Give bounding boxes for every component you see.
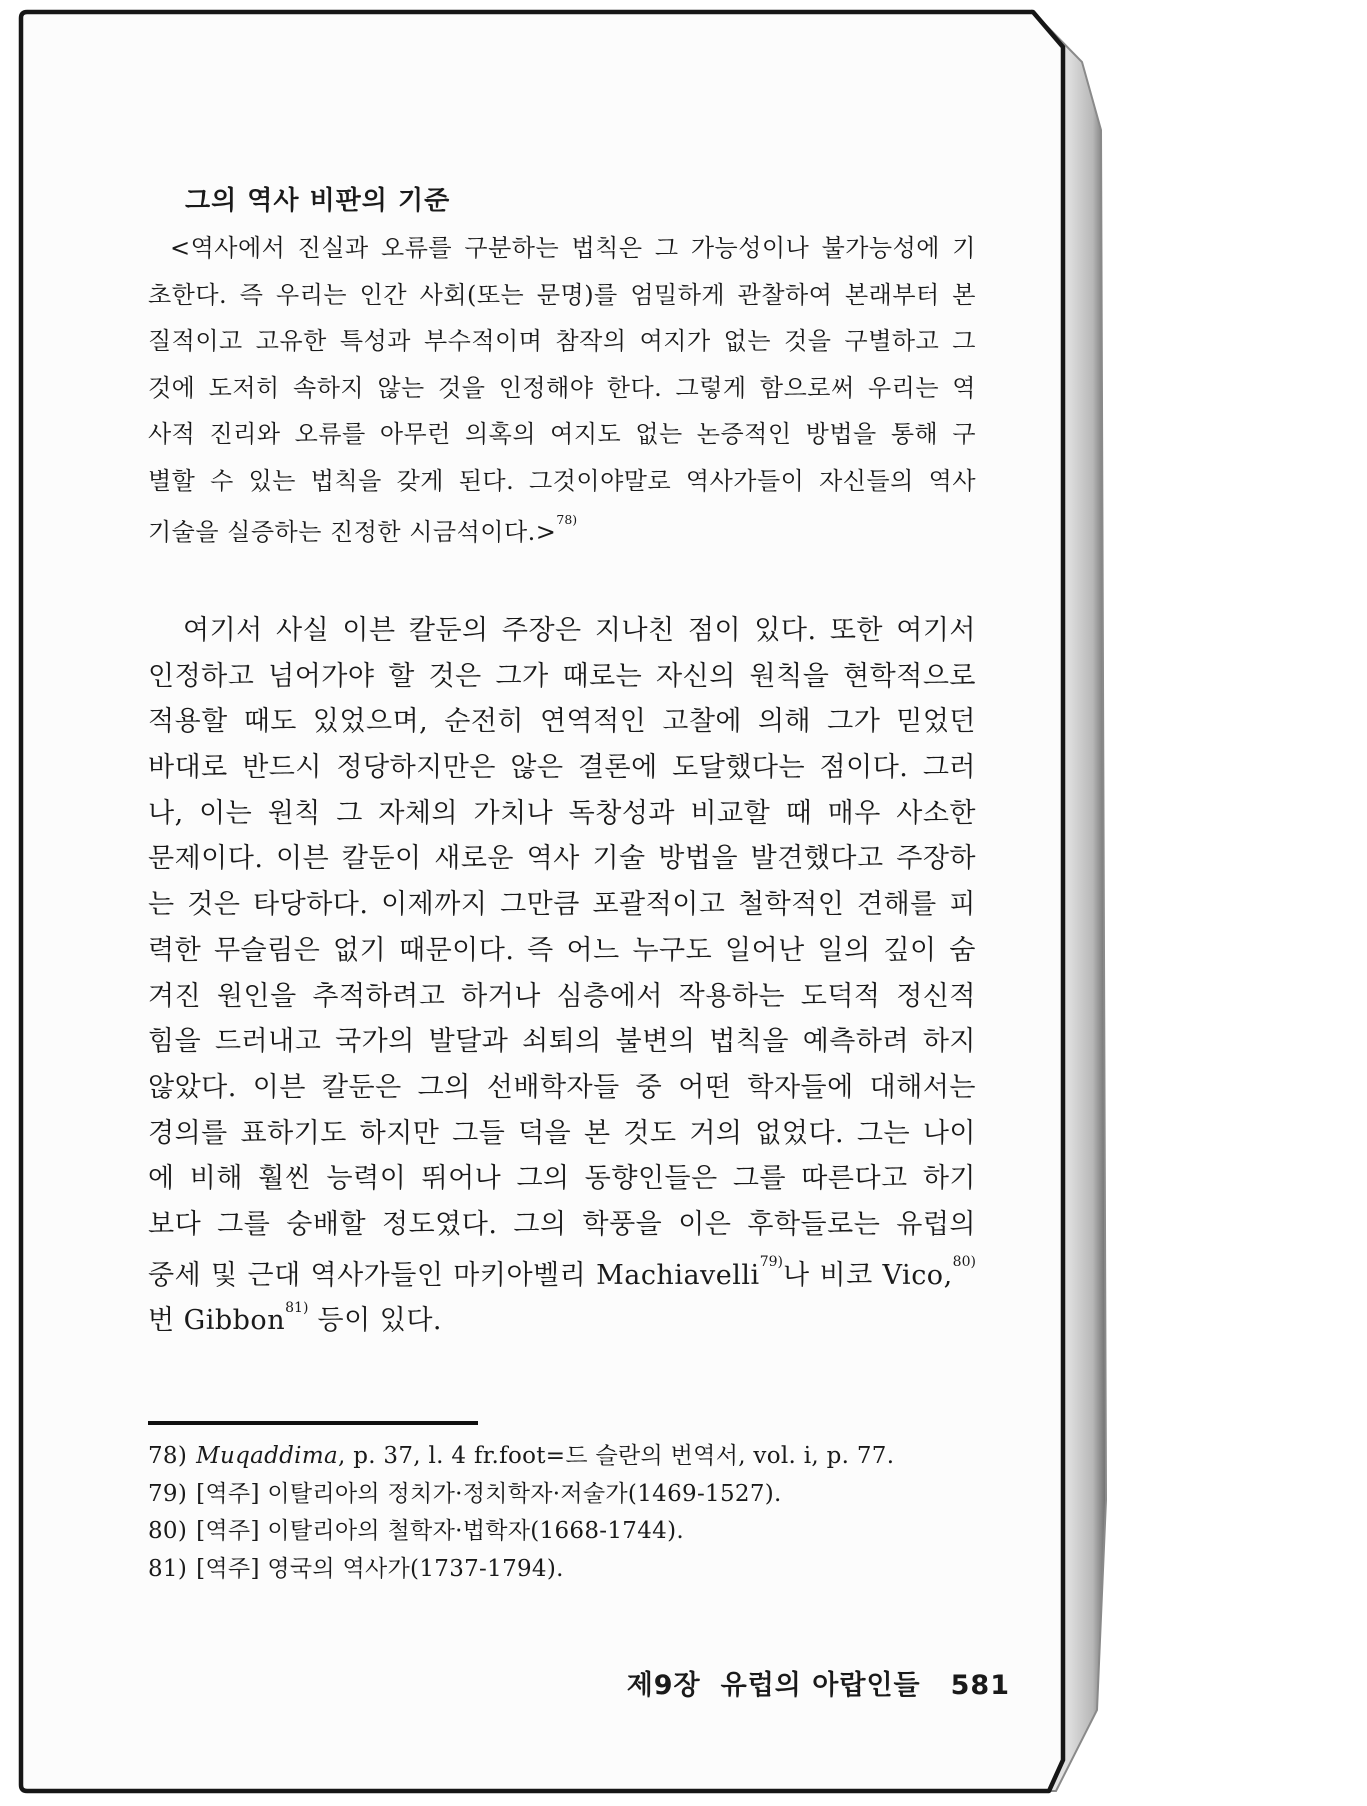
footnote-ref-78: 78)	[556, 512, 578, 528]
block-quote	[148, 225, 976, 551]
page-footer	[148, 1668, 1010, 1704]
footnotes	[148, 1438, 978, 1588]
footer-section-title: 유럽의 아랍인들	[720, 1670, 921, 1701]
body-line	[148, 1293, 976, 1339]
body-line: 문제이다. 이븐 칼둔이 새로운 역사 기술 방법을 발견했다고 주장하	[148, 843, 976, 875]
footnote-work-title: Muqaddima	[196, 1443, 338, 1469]
body-line: 적용할 때도 있었으며, 순전히 연역적인 고찰에 의해 그가 믿었던	[148, 706, 976, 738]
body-line-text: 등이 있다.	[308, 1305, 443, 1337]
quote-line: 초한다. 즉 우리는 인간 사회(또는 문명)를 엄밀하게 관찰하여 본래부터 본	[148, 280, 976, 309]
body-line-text: 번 Gibbon	[148, 1305, 286, 1337]
footnote-separator	[148, 1421, 478, 1425]
quote-line	[148, 504, 976, 551]
quote-line: 별할 수 있는 법칙을 갖게 된다. 그것이야말로 역사가들이 자신들의 역사	[148, 466, 976, 495]
footnote-ref-79: 79)	[759, 1253, 784, 1270]
quote-line: 사적 진리와 오류를 아무런 의혹의 여지도 없는 논증적인 방법을 통해 구	[148, 420, 976, 448]
footnote-number: 80)	[148, 1518, 188, 1545]
body-line: 력한 무슬림은 없기 때문이다. 즉 어느 누구도 일어난 일의 깊이 숨	[148, 934, 976, 966]
footnote-text: [역주] 이탈리아의 정치가·정치학자·저술가(1469-1527).	[196, 1480, 782, 1507]
body-line: 에 비해 훨씬 능력이 뛰어나 그의 동향인들은 그를 따른다고 하기	[148, 1163, 976, 1195]
footer-page-number: 581	[950, 1670, 1010, 1701]
footer-chapter-label: 제9장	[626, 1670, 701, 1701]
body-line: 인정하고 넘어가야 할 것은 그가 때로는 자신의 원칙을 현학적으로	[148, 660, 976, 692]
body-line: 힘을 드러내고 국가의 발달과 쇠퇴의 불변의 법칙을 예측하려 하지	[148, 1026, 976, 1058]
footnote-number: 78)	[148, 1443, 188, 1469]
footnote-number: 79)	[148, 1480, 188, 1507]
quote-line: <역사에서 진실과 오류를 구분하는 법칙은 그 가능성이나 불가능성에 기	[170, 234, 976, 262]
footnote-text: [역주] 영국의 역사가(1737-1794).	[196, 1555, 564, 1582]
footnote-text: , p. 37, l. 4 fr.foot=드 슬란의 번역서, vol. i, p. 77.	[337, 1443, 895, 1469]
footnote-number: 81)	[148, 1555, 188, 1582]
body-line	[148, 1248, 976, 1294]
footnote-ref-81: 81)	[285, 1299, 309, 1316]
footnote-text: [역주] 이탈리아의 철학자·법학자(1668-1744).	[196, 1518, 684, 1545]
body-line: 나, 이는 원칙 그 자체의 가치나 독창성과 비교할 때 매우 사소한	[148, 797, 976, 829]
footnote-item	[148, 1438, 978, 1476]
body-paragraph	[148, 608, 976, 1339]
body-line: 는 것은 타당하다. 이제까지 그만큼 포괄적이고 철학적인 견해를 피	[148, 889, 976, 921]
body-line: 보다 그를 숭배할 정도였다. 그의 학풍을 이은 후학들로는 유럽의	[148, 1208, 976, 1240]
footnote-item	[148, 1476, 978, 1514]
quote-line-text: 기술을 실증하는 진정한 시금석이다.>	[148, 518, 557, 546]
footnote-item	[148, 1513, 978, 1551]
body-line: 않았다. 이븐 칼둔은 그의 선배학자들 중 어떤 학자들에 대해서는	[148, 1071, 976, 1103]
quote-line: 것에 도저히 속하지 않는 것을 인정해야 한다. 그렇게 함으로써 우리는 역	[148, 373, 976, 402]
body-line: 바대로 반드시 정당하지만은 않은 결론에 도달했다는 점이다. 그러	[148, 752, 976, 784]
body-line-text: 나 비코 Vico,	[783, 1259, 953, 1291]
body-line-text: 중세 및 근대 역사가들인 마키아벨리 Machiavelli	[148, 1259, 760, 1291]
body-line: 겨진 원인을 추적하려고 하거나 심층에서 작용하는 도덕적 정신적	[148, 980, 976, 1012]
body-line: 경의를 표하기도 하지만 그들 덕을 본 것도 거의 없었다. 그는 나이	[148, 1117, 976, 1149]
section-heading: 그의 역사 비판의 기준	[185, 186, 451, 216]
footnote-ref-80: 80)	[952, 1253, 976, 1270]
footnote-item	[148, 1551, 978, 1589]
body-line: 여기서 사실 이븐 칼둔의 주장은 지나친 점이 있다. 또한 여기서	[183, 615, 976, 646]
quote-line: 질적이고 고유한 특성과 부수적이며 참작의 여지가 없는 것을 구별하고 그	[148, 327, 976, 355]
